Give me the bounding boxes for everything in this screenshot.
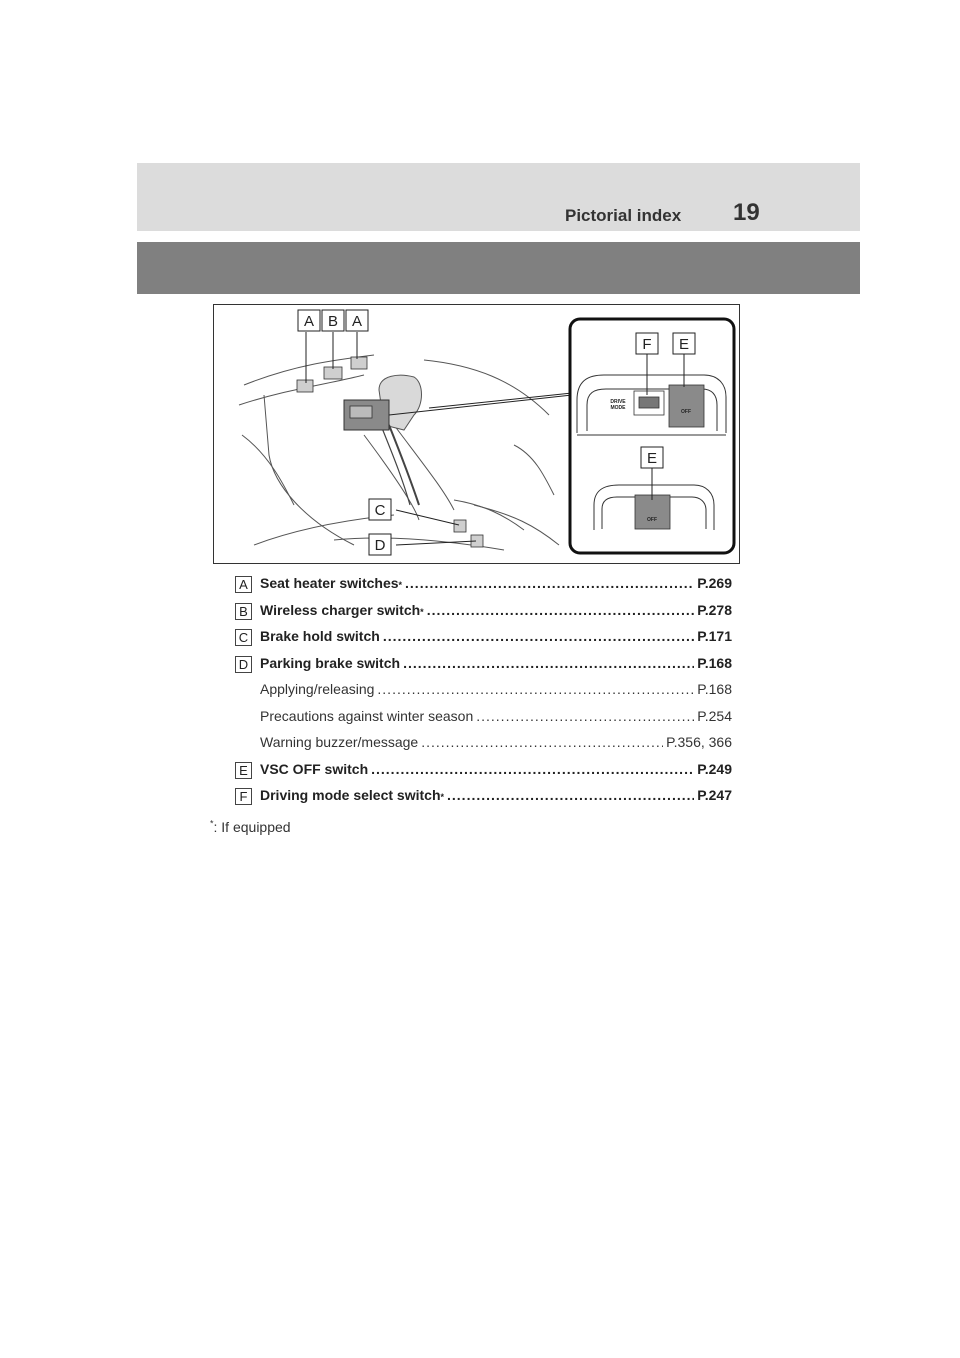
- callout-a2-label: A: [351, 313, 363, 330]
- item-letter: D: [235, 656, 252, 673]
- item-label: Seat heater switches: [260, 575, 399, 591]
- item-letter: B: [235, 603, 252, 620]
- item-page-ref[interactable]: P.168: [697, 654, 732, 671]
- sub-item-page-ref[interactable]: P.168: [697, 681, 732, 697]
- item-label: Driving mode select switch: [260, 787, 441, 803]
- sub-item-label: Applying/releasing: [260, 681, 375, 697]
- list-item: A Seat heater switches * ..... P.269: [235, 573, 735, 600]
- callout-b-label: B: [327, 313, 339, 330]
- console-illustration: [213, 304, 740, 564]
- item-letter: A: [235, 576, 252, 593]
- page-number: 19: [733, 199, 760, 226]
- callout-f-label: F: [642, 336, 652, 353]
- item-letter: E: [235, 762, 252, 779]
- item-page-ref[interactable]: P.278: [697, 601, 732, 618]
- list-item: F Driving mode select switch * ..... P.247: [235, 785, 735, 812]
- list-item: [235, 653, 735, 680]
- off-label-1: OFF: [681, 409, 691, 415]
- list-item: [235, 626, 735, 653]
- callout-d-label: D: [374, 537, 386, 554]
- sub-item: [235, 706, 735, 733]
- drive-mode-label-1: DRIVE: [610, 399, 626, 405]
- callout-a1-label: A: [303, 313, 315, 330]
- item-page-ref[interactable]: P.247: [697, 787, 732, 803]
- item-label: Brake hold switch: [260, 628, 380, 644]
- sub-item-label: Precautions against winter season: [260, 707, 474, 724]
- console-drawing: [214, 305, 738, 562]
- section-bar: [137, 242, 860, 294]
- seat-switches: [297, 357, 367, 392]
- item-page-ref[interactable]: P.171: [697, 628, 732, 644]
- item-letter: C: [235, 629, 252, 646]
- callout-c-label: C: [374, 502, 386, 519]
- drive-mode-label-2: MODE: [610, 405, 626, 411]
- list-item: [235, 759, 735, 786]
- inset-panel: [570, 319, 734, 553]
- off-label-2: OFF: [647, 517, 657, 523]
- sub-item-page-ref[interactable]: P.254: [697, 707, 732, 724]
- footnote-marker: *: [210, 818, 214, 829]
- item-label: Parking brake switch: [260, 654, 401, 671]
- callout-group-top: [298, 310, 368, 331]
- sub-item: [235, 679, 735, 706]
- item-page-ref[interactable]: P.249: [697, 760, 732, 777]
- callout-e2-label: E: [646, 450, 658, 467]
- sub-item-page-ref[interactable]: P.356, 366: [666, 734, 732, 750]
- switch-panel-button: [350, 406, 372, 418]
- list-item: B Wireless charger switch * ..... P.278: [235, 600, 735, 627]
- section-title: Pictorial index: [565, 206, 682, 225]
- index-list: [235, 573, 735, 812]
- footnote: [210, 819, 291, 835]
- callout-e1-label: E: [678, 336, 690, 353]
- footnote-text: : If equipped: [213, 819, 291, 835]
- item-label: VSC OFF switch: [260, 760, 369, 777]
- sub-item: [235, 732, 735, 759]
- item-label: Wireless charger switch: [260, 601, 421, 618]
- item-letter: F: [235, 788, 252, 805]
- item-page-ref[interactable]: P.269: [697, 575, 732, 591]
- callout-lines: [306, 332, 572, 545]
- sub-item-label: Warning buzzer/message: [260, 734, 419, 750]
